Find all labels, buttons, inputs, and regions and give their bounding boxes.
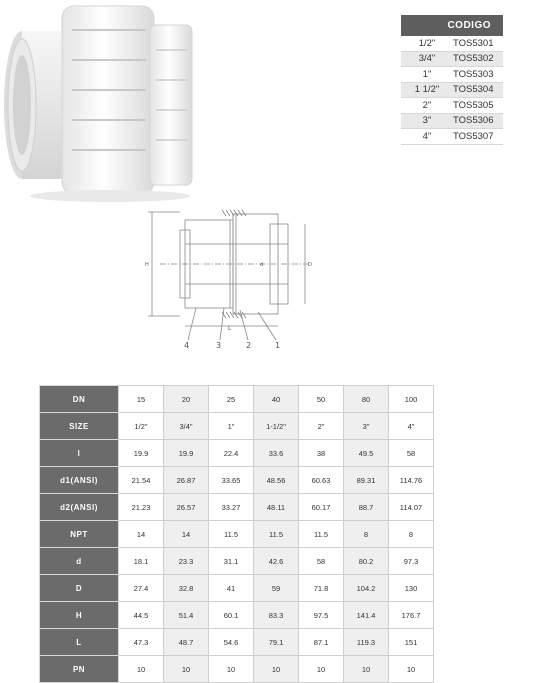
code-cell: TOS5302 [447, 51, 503, 67]
size-cell: 1/2" [401, 36, 447, 51]
size-cell: 4" [401, 129, 447, 145]
code-table [401, 15, 503, 145]
spec-cell: 80 [344, 386, 389, 413]
spec-row [40, 629, 434, 656]
spec-cell: 60.1 [209, 602, 254, 629]
spec-row [40, 413, 434, 440]
spec-cell: 104.2 [344, 575, 389, 602]
spec-cell: 49.5 [344, 440, 389, 467]
size-cell: 2" [401, 98, 447, 114]
spec-cell: 79.1 [254, 629, 299, 656]
spec-cell: 14 [119, 521, 164, 548]
spec-cell: 1" [209, 413, 254, 440]
code-row [401, 36, 503, 51]
spec-cell: 114.07 [389, 494, 434, 521]
code-cell: TOS5303 [447, 67, 503, 83]
spec-cell: 38 [299, 440, 344, 467]
spec-cell: 58 [299, 548, 344, 575]
spec-cell: 4" [389, 413, 434, 440]
spec-cell: 8 [389, 521, 434, 548]
spec-row [40, 521, 434, 548]
spec-cell: 60.63 [299, 467, 344, 494]
size-cell: 3/4" [401, 51, 447, 67]
code-row [401, 82, 503, 98]
row-header: SIZE [40, 413, 119, 440]
spec-cell: 50 [299, 386, 344, 413]
code-row [401, 67, 503, 83]
spec-cell: 88.7 [344, 494, 389, 521]
spec-cell: 33.65 [209, 467, 254, 494]
spec-cell: 10 [164, 656, 209, 683]
spec-cell: 33.6 [254, 440, 299, 467]
row-header: d1(ANSI) [40, 467, 119, 494]
spec-cell: 51.4 [164, 602, 209, 629]
spec-cell: 21.54 [119, 467, 164, 494]
spec-cell: 21.23 [119, 494, 164, 521]
spec-row [40, 386, 434, 413]
size-cell: 1" [401, 67, 447, 83]
spec-cell: 3/4" [164, 413, 209, 440]
spec-cell: 48.7 [164, 629, 209, 656]
size-cell: 1 1/2" [401, 82, 447, 98]
code-cell: TOS5307 [447, 129, 503, 145]
spec-cell: 119.3 [344, 629, 389, 656]
dimension-label-h: H [145, 262, 149, 268]
code-row [401, 113, 503, 129]
code-cell: TOS5301 [447, 36, 503, 51]
code-header: CODIGO [401, 15, 503, 36]
row-header: d [40, 548, 119, 575]
dimension-label-d: d [260, 262, 264, 268]
spec-cell: 48.56 [254, 467, 299, 494]
spec-cell: 25 [209, 386, 254, 413]
spec-cell: 97.3 [389, 548, 434, 575]
code-row [401, 129, 503, 145]
spec-cell: 10 [299, 656, 344, 683]
code-row [401, 51, 503, 67]
spec-row [40, 440, 434, 467]
spec-cell: 47.3 [119, 629, 164, 656]
spec-cell: 11.5 [209, 521, 254, 548]
spec-cell: 40 [254, 386, 299, 413]
technical-drawing [140, 202, 330, 350]
spec-cell: 100 [389, 386, 434, 413]
code-cell: TOS5306 [447, 113, 503, 129]
spec-cell: 18.1 [119, 548, 164, 575]
part-label: 3 [216, 341, 222, 350]
dimension-label-outer-d: D [308, 262, 312, 268]
spec-cell: 26.87 [164, 467, 209, 494]
row-header: H [40, 602, 119, 629]
row-header: d2(ANSI) [40, 494, 119, 521]
row-header: l [40, 440, 119, 467]
spec-row [40, 602, 434, 629]
spec-cell: 10 [389, 656, 434, 683]
spec-cell: 151 [389, 629, 434, 656]
spec-cell: 59 [254, 575, 299, 602]
spec-row [40, 494, 434, 521]
part-label: 2 [246, 341, 252, 350]
spec-cell: 10 [254, 656, 299, 683]
spec-cell: 14 [164, 521, 209, 548]
code-cell: TOS5304 [447, 82, 503, 98]
spec-cell: 32.8 [164, 575, 209, 602]
spec-cell: 22.4 [209, 440, 254, 467]
spec-row [40, 575, 434, 602]
spec-row [40, 656, 434, 683]
spec-cell: 1/2" [119, 413, 164, 440]
spec-cell: 19.9 [164, 440, 209, 467]
row-header: L [40, 629, 119, 656]
spec-row [40, 548, 434, 575]
dimension-label-l: L [228, 325, 232, 332]
row-header: D [40, 575, 119, 602]
spec-cell: 23.3 [164, 548, 209, 575]
spec-cell: 176.7 [389, 602, 434, 629]
spec-cell: 42.6 [254, 548, 299, 575]
row-header: NPT [40, 521, 119, 548]
row-header: PN [40, 656, 119, 683]
spec-cell: 80.2 [344, 548, 389, 575]
spec-cell: 130 [389, 575, 434, 602]
spec-cell: 1-1/2" [254, 413, 299, 440]
product-photo [0, 0, 205, 205]
spec-cell: 54.6 [209, 629, 254, 656]
spec-cell: 2" [299, 413, 344, 440]
spec-cell: 27.4 [119, 575, 164, 602]
spec-cell: 15 [119, 386, 164, 413]
part-label: 1 [275, 341, 281, 350]
spec-cell: 3" [344, 413, 389, 440]
code-cell: TOS5305 [447, 98, 503, 114]
spec-cell: 26.57 [164, 494, 209, 521]
spec-cell: 44.5 [119, 602, 164, 629]
spec-cell: 19.9 [119, 440, 164, 467]
row-header: DN [40, 386, 119, 413]
spec-table [39, 385, 434, 683]
spec-cell: 33.27 [209, 494, 254, 521]
spec-cell: 31.1 [209, 548, 254, 575]
spec-cell: 10 [209, 656, 254, 683]
spec-cell: 83.3 [254, 602, 299, 629]
spec-cell: 60.17 [299, 494, 344, 521]
part-label: 4 [184, 341, 190, 350]
spec-cell: 141.4 [344, 602, 389, 629]
code-row [401, 98, 503, 114]
spec-cell: 58 [389, 440, 434, 467]
spec-cell: 41 [209, 575, 254, 602]
spec-row [40, 467, 434, 494]
spec-cell: 71.8 [299, 575, 344, 602]
spec-cell: 11.5 [299, 521, 344, 548]
spec-cell: 8 [344, 521, 389, 548]
spec-cell: 10 [119, 656, 164, 683]
spec-cell: 87.1 [299, 629, 344, 656]
spec-cell: 10 [344, 656, 389, 683]
size-cell: 3" [401, 113, 447, 129]
spec-cell: 97.5 [299, 602, 344, 629]
spec-cell: 114.76 [389, 467, 434, 494]
spec-cell: 11.5 [254, 521, 299, 548]
spec-cell: 48.11 [254, 494, 299, 521]
spec-cell: 20 [164, 386, 209, 413]
spec-cell: 89.31 [344, 467, 389, 494]
